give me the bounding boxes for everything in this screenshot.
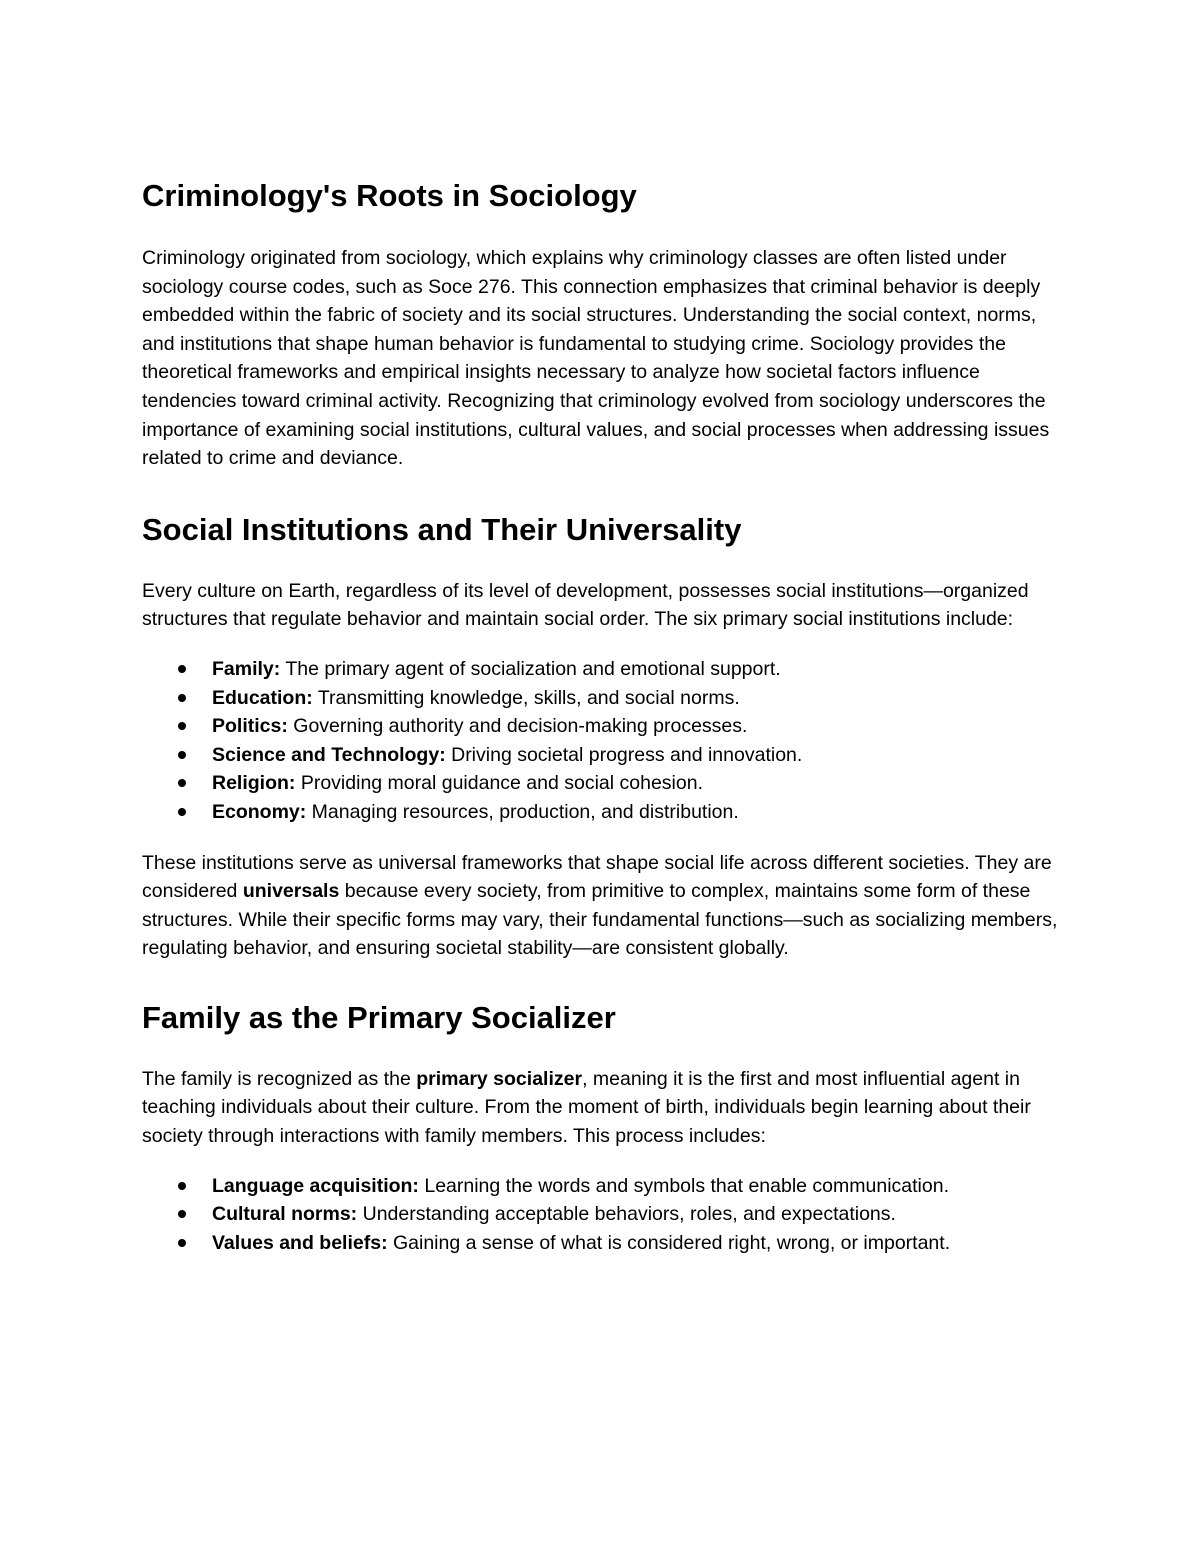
- bullet-icon: [178, 751, 186, 759]
- list-item-term: Religion:: [212, 772, 296, 795]
- list-item-text: Governing authority and decision-making processes.: [287, 715, 748, 738]
- section-paragraph: [142, 849, 1072, 963]
- bullet-icon: [178, 694, 186, 702]
- section-paragraph: [142, 1065, 1072, 1151]
- bullet-icon: [178, 1182, 186, 1190]
- list-item-term: Science and Technology:: [212, 743, 446, 766]
- list-item-text: Driving societal progress and innovation.: [445, 743, 803, 766]
- list-item-text: Transmitting knowledge, skills, and social norms.: [312, 686, 740, 709]
- list-item-text: Understanding acceptable behaviors, roles, and expectations.: [357, 1203, 896, 1226]
- emphasis-text: primary socializer: [416, 1067, 583, 1090]
- list-item-term: Values and beliefs:: [212, 1231, 388, 1254]
- bullet-icon: [178, 779, 186, 787]
- list-item-text: Managing resources, production, and distribution.: [306, 800, 739, 823]
- bullet-icon: [178, 665, 186, 673]
- institutions-list: [142, 655, 1072, 827]
- list-item: [142, 684, 1072, 713]
- list-item-term: Education:: [212, 686, 313, 709]
- list-item-term: Politics:: [212, 715, 288, 738]
- list-item: [142, 1172, 1072, 1201]
- section-heading-social-institutions: Social Institutions and Their Universality: [142, 511, 742, 547]
- list-item-term: Cultural norms:: [212, 1203, 358, 1226]
- document-page: [142, 176, 1072, 1257]
- list-item: [142, 741, 1072, 770]
- list-item-text: Providing moral guidance and social cohesion.: [295, 772, 703, 795]
- emphasis-text: universals: [242, 880, 340, 903]
- paragraph-text: , meaning it is the first and most influential agent in teaching individuals about their culture. From the moment of birth, individuals begin learning about their society through interactions with family members. This process includes:: [142, 1067, 1031, 1148]
- section-paragraph: Every culture on Earth, regardless of its level of development, possesses social institutions—organized structures that regulate behavior and maintain social order. The six primary social institutions include:: [142, 579, 1029, 631]
- section-paragraph: Criminology originated from sociology, which explains why criminology classes are often listed under sociology course codes, such as Soce 276. This connection emphasizes that criminal behavior is deeply embedded within the fabric of society and its social structures. Understanding the social context, norms, and institutions that shape human behavior is fundamental to studying crime. Sociology provides the theoretical frameworks and empirical insights necessary to analyze how societal factors influence tendencies toward criminal activity. Recognizing that criminology evolved from sociology underscores the importance of examining social institutions, cultural values, and social processes when addressing issues related to crime and deviance.: [142, 247, 1050, 470]
- list-item-term: Language acquisition:: [212, 1174, 419, 1197]
- list-item: [142, 769, 1072, 798]
- bullet-icon: [178, 722, 186, 730]
- paragraph-text: The family is recognized as the: [142, 1067, 417, 1090]
- list-item-term: Family:: [212, 657, 281, 680]
- list-item: [142, 1229, 1072, 1258]
- bullet-icon: [178, 1239, 186, 1247]
- list-item: [142, 655, 1072, 684]
- section-heading-family-socializer: Family as the Primary Socializer: [142, 999, 616, 1035]
- list-item-text: Learning the words and symbols that enable communication.: [418, 1174, 949, 1197]
- bullet-icon: [178, 1210, 186, 1218]
- list-item-term: Economy:: [212, 800, 307, 823]
- list-item-text: The primary agent of socialization and emotional support.: [280, 657, 781, 680]
- bullet-icon: [178, 808, 186, 816]
- paragraph-text: because every society, from primitive to complex, maintains some form of these structures. While their specific forms may vary, their fundamental functions—such as socializing members, regulating behavior, and ensuring societal stability—are consistent globally.: [142, 880, 1058, 960]
- list-item: [142, 712, 1072, 741]
- section-heading-criminology-roots: Criminology's Roots in Sociology: [142, 178, 637, 213]
- socialization-list: [142, 1172, 1072, 1258]
- list-item-text: Gaining a sense of what is considered right, wrong, or important.: [387, 1231, 951, 1254]
- list-item: [142, 798, 1072, 827]
- list-item: [142, 1200, 1072, 1229]
- paragraph-text: These institutions serve as universal frameworks that shape social life across different societies. They are considered: [142, 851, 1052, 903]
